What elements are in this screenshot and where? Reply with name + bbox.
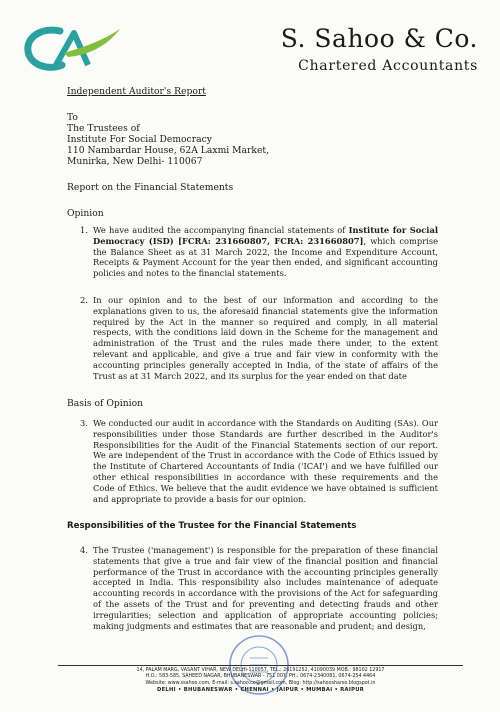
addressee-line: To	[67, 112, 78, 123]
paragraph-4	[80, 545, 438, 631]
paragraph-number: 2.	[80, 295, 88, 305]
addressee-line: Munirka, New Delhi- 110067	[67, 156, 203, 167]
footer	[58, 668, 463, 694]
paragraph-text: In our opinion and to the best of our information and according to the explanations given to us, the aforesaid financial statements give the information required by the Act in the manner so required and comply, in all material respects, with the conditions laid down in the Scheme for the management and administration of the Trust and the rules made there under, to the extent relevant and applicable, and give a true and fair view in conformity with the accounting principles generally accepted in India, of the state of affairs of the Trust as at 31 March 2022, and its surplus for the year ended on that date	[93, 295, 438, 381]
footer-divider	[58, 665, 463, 666]
paragraph-1	[80, 225, 438, 279]
paragraph-text: , which comprise the Balance Sheet as at 31 March 2022, the Income and Expenditure Account, Receipts & Payment Account for the year then ended, and significant accounting policies and notes to the financial statements.	[93, 235, 438, 279]
footer-contact: Website: www.ssahoo.com, E-mail: s.sahoo.co@gmail.com, Blog: http://sahooshares.blogspot.in	[145, 680, 376, 686]
paragraph-number: 1.	[80, 225, 88, 235]
addressee-block	[67, 112, 269, 167]
ca-logo-icon	[22, 25, 122, 73]
footer-address-ho: H.O.: 583-585, SAHEED NAGAR, BHUBANESWAR - 751 007, PH.: 0674-2340081, 0674-254 4464	[145, 674, 376, 680]
paragraph-number: 4.	[80, 545, 88, 555]
footer-address-delhi: 14, PALAM MARG, VASANT VIHAR, NEW DELHI-110057, TEL.: 26191252, 41090039 MOB.: 98102 12917	[136, 668, 385, 673]
paragraph-text: The Trustee ('management') is responsible for the preparation of these financial statements that give a true and fair view of the financial position and financial performance of the Trust in accordance with the accounting principles generally accepted in India. This responsibility also includes maintenance of adequate accounting records in accordance with the provisions of the Act for safeguarding of the assets of the Trust and for preventing and detecting frauds and other irregularities; selection and application of appropriate accounting policies; making judgments and estimates that are reasonable and prudent; and design,	[93, 545, 438, 631]
heading-basis-of-opinion: Basis of Opinion	[67, 398, 144, 409]
firm-name: S. Sahoo & Co.	[280, 24, 478, 53]
paragraph-text: We conducted our audit in accordance with the Standards on Auditing (SAs). Our responsibilities under those Standards are further described in the Auditor's Responsibilities for the Audit of the Financial Statements section of our report. We are independent of the Trust in accordance with the Code of Ethics issued by the Institute of Chartered Accountants of India ('ICAI') and we have fulfilled our other ethical responsibilities in accordance with these requirements and the Code of Ethics. We believe that the audit evidence we have obtained is sufficient and appropriate to provide a basis for our opinion.	[93, 418, 438, 504]
addressee-line: The Trustees of	[67, 123, 140, 134]
heading-responsibilities: Responsibilities of the Trustee for the Financial Statements	[67, 521, 357, 531]
heading-opinion: Opinion	[67, 208, 104, 219]
report-title: Independent Auditor's Report	[67, 86, 206, 97]
entity-name: Institute for Social Democracy (ISD) [FCRA: 231660807, FCRA: 231660807]	[93, 225, 438, 246]
paragraph-number: 3.	[80, 418, 88, 428]
paragraph-2	[80, 295, 438, 381]
footer-cities: DELHI • BHUBANESWAR • CHENNAI • JAIPUR • MUMBAI • RAIPUR	[156, 687, 365, 694]
paragraph-3	[80, 418, 438, 504]
addressee-line: 110 Nambardar House, 62A Laxmi Market,	[67, 145, 270, 156]
heading-report-on-financial-statements: Report on the Financial Statements	[67, 182, 234, 193]
addressee-line: Institute For Social Democracy	[67, 134, 212, 145]
paragraph-text: We have audited the accompanying financial statements of	[93, 225, 349, 235]
firm-subtitle: Chartered Accountants	[298, 58, 478, 74]
